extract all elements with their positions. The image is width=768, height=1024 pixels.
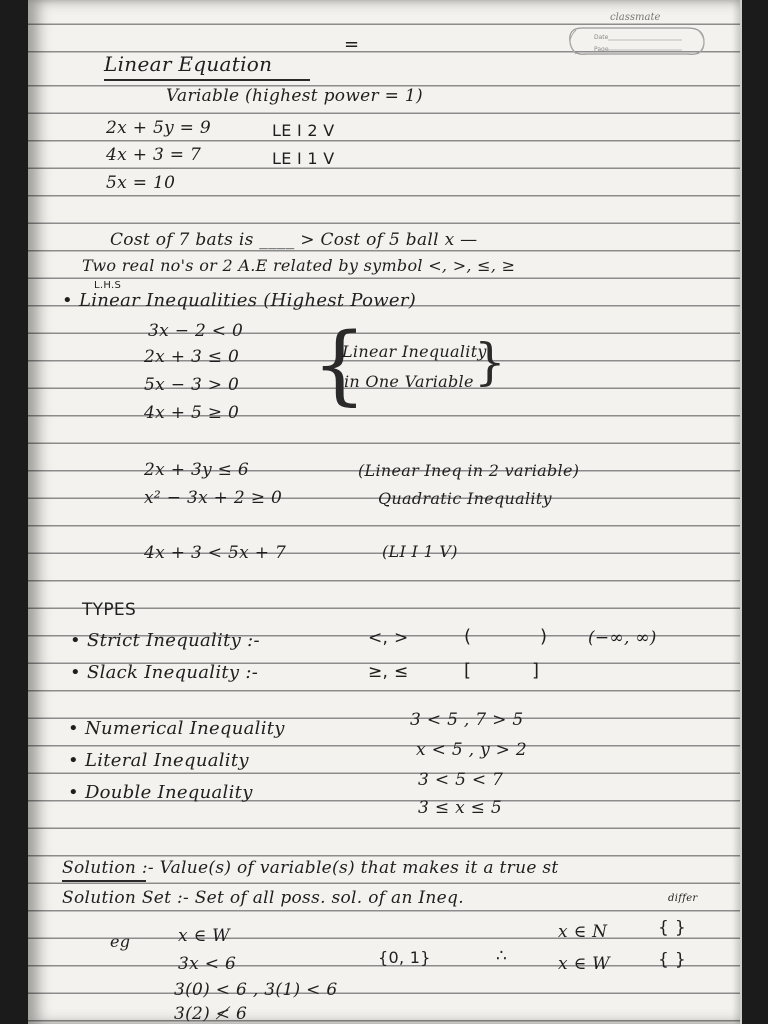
grouping-brace: { — [312, 315, 367, 415]
example-inequality: 3x < 6 — [178, 954, 237, 974]
example-solution-set: {0, 1} — [378, 948, 431, 967]
equation-2-tag: LE I 1 V — [272, 149, 335, 168]
solution-underline — [62, 880, 146, 882]
badge-page-label: Page — [594, 46, 609, 53]
differ-note: differ — [668, 893, 698, 904]
two-real-definition: Two real no's or 2 A.E related by symbol <, >, ≤, ≥ — [82, 256, 516, 275]
slack-open-bracket: [ — [464, 660, 472, 681]
example-check-2: 3(2) ≮ 6 — [174, 1004, 248, 1024]
inequality-3: 5x − 3 > 0 — [144, 375, 240, 395]
brace-note-line-2: in One Variable — [344, 372, 474, 391]
numerical-example: 3 < 5 , 7 > 5 — [410, 710, 524, 730]
strict-close-bracket: ) — [540, 626, 548, 647]
example-therefore: ∴ — [496, 946, 508, 966]
slack-inequality-label: • Slack Inequality :- — [70, 662, 259, 683]
page-edge — [740, 0, 742, 1024]
lhs-note: L.H.S — [94, 280, 122, 291]
example-domain: x ∈ W — [178, 926, 230, 946]
equation-1: 2x + 5y = 9 — [106, 118, 212, 138]
strict-interval: (−∞, ∞) — [588, 628, 657, 648]
example-check-1: 3(0) < 6 , 3(1) < 6 — [174, 980, 338, 1000]
double-inequality-label: • Double Inequality — [68, 782, 253, 803]
mixed-inequality: 4x + 3 < 5x + 7 — [144, 543, 287, 563]
double-example-2: 3 ≤ x ≤ 5 — [418, 798, 503, 818]
heading-mark: = — [344, 34, 360, 55]
badge-date-label: Date — [594, 34, 609, 41]
inequality-2: 2x + 3 ≤ 0 — [144, 347, 240, 367]
slack-symbols: ≥, ≤ — [368, 662, 409, 682]
heading-underline — [104, 79, 310, 81]
quadratic-note: Quadratic Inequality — [378, 489, 552, 508]
example-right-set-2: { } — [658, 950, 686, 970]
types-heading: TYPES — [82, 600, 137, 620]
equation-2: 4x + 3 = 7 — [106, 145, 202, 165]
strict-inequality-label: • Strict Inequality :- — [70, 630, 260, 651]
solution-definition: Solution :- Value(s) of variable(s) that makes it a true st — [62, 858, 559, 878]
slack-close-bracket: ] — [532, 660, 540, 681]
inequality-4: 4x + 5 ≥ 0 — [144, 403, 240, 423]
example-right-domain-2: x ∈ W — [558, 954, 610, 974]
brace-note-line-1: Linear Inequality — [342, 342, 487, 361]
variable-definition: Variable (highest power = 1) — [166, 86, 423, 106]
solution-set-definition: Solution Set :- Set of all poss. sol. of an Ineq. — [62, 888, 464, 908]
linear-inequalities-heading: • Linear Inequalities (Highest Power) — [62, 290, 417, 311]
inequality-1: 3x − 2 < 0 — [148, 321, 244, 341]
literal-example: x < 5 , y > 2 — [416, 740, 528, 760]
quadratic-inequality: x² − 3x + 2 ≥ 0 — [144, 488, 283, 508]
cost-example: Cost of 7 bats is ____ > Cost of 5 ball x — — [110, 230, 478, 250]
literal-inequality-label: • Literal Inequality — [68, 750, 249, 771]
example-right-domain-1: x ∈ N — [558, 922, 608, 942]
strict-open-bracket: ( — [464, 626, 472, 647]
closing-brace: } — [474, 333, 506, 391]
example-right-set-1: { } — [658, 918, 686, 938]
mixed-note: (LI I 1 V) — [382, 542, 458, 561]
example-label: eg — [110, 932, 131, 951]
double-example-1: 3 < 5 < 7 — [418, 770, 504, 790]
two-variable-inequality: 2x + 3y ≤ 6 — [144, 460, 250, 480]
two-variable-note: (Linear Ineq in 2 variable) — [358, 461, 580, 480]
heading-linear-equation: Linear Equation — [104, 52, 273, 76]
classmate-badge — [564, 12, 710, 66]
equation-1-tag: LE I 2 V — [272, 121, 335, 140]
strict-symbols: <, > — [368, 628, 409, 648]
notebook-page — [28, 0, 740, 1024]
badge-brand: classmate — [610, 12, 661, 23]
equation-3: 5x = 10 — [106, 173, 176, 193]
numerical-inequality-label: • Numerical Inequality — [68, 718, 285, 739]
